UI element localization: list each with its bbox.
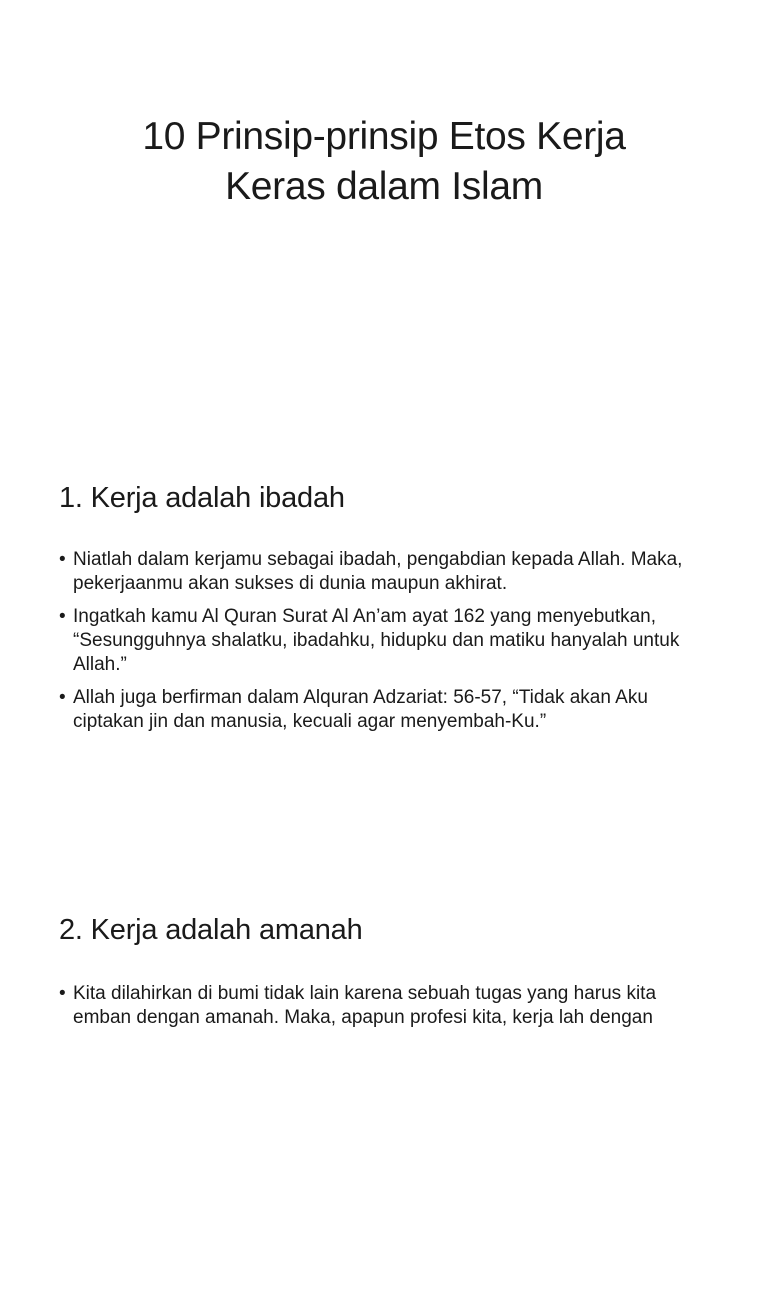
slide-heading: 1. Kerja adalah ibadah — [59, 482, 345, 514]
bullet-text: Ingatkah kamu Al Quran Surat Al An’am ayat 162 yang menyebutkan, “Sesungguhnya shalatku, ibadahku, hidupku dan matiku hanyalah untuk Allah.” — [73, 606, 680, 675]
bullet-text: Niatlah dalam kerjamu sebagai ibadah, pengabdian kepada Allah. Maka, pekerjaanmu akan sukses di dunia maupun akhirat. — [73, 549, 683, 594]
bullet-text: Allah juga berfirman dalam Alquran Adzariat: 56-57, “Tidak akan Aku ciptakan jin dan manusia, kecuali agar menyembah-Ku.” — [73, 687, 648, 732]
presentation-title — [0, 112, 768, 212]
bullet-list — [59, 982, 719, 1039]
content-slide-kerja-ibadah — [0, 432, 768, 864]
bullet-item — [59, 982, 719, 1030]
bullet-icon: • — [59, 687, 66, 708]
bullet-item — [59, 686, 719, 734]
content-slide-kerja-amanah — [0, 864, 768, 1296]
bullet-item — [59, 605, 719, 677]
bullet-icon: • — [59, 549, 66, 570]
slide-heading: 2. Kerja adalah amanah — [59, 914, 363, 946]
bullet-icon: • — [59, 983, 66, 1004]
title-line-1: 10 Prinsip-prinsip Etos Kerja — [142, 115, 626, 158]
bullet-icon: • — [59, 606, 66, 627]
title-line-2: Keras dalam Islam — [225, 165, 543, 208]
bullet-text: Kita dilahirkan di bumi tidak lain karena sebuah tugas yang harus kita emban dengan amanah. Maka, apapun profesi kita, kerja lah dengan — [73, 983, 657, 1028]
bullet-list — [59, 548, 719, 743]
bullet-item — [59, 548, 719, 596]
title-slide — [0, 0, 768, 432]
